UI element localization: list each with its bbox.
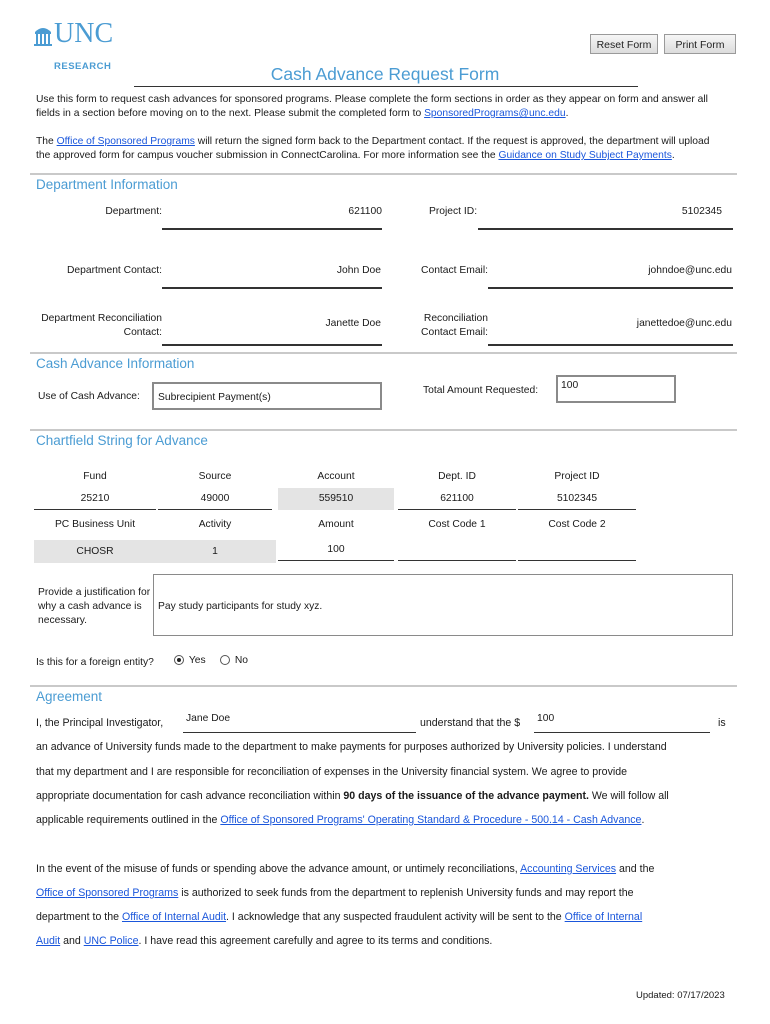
justification-label: Provide a justification for why a cash advance is necessary. xyxy=(38,587,151,626)
fund-field[interactable]: 25210 xyxy=(80,493,110,504)
foreign-yes-option[interactable]: Yes xyxy=(174,655,206,666)
is-text: is xyxy=(718,717,726,729)
section-divider xyxy=(30,173,737,175)
misuse-line-2: Office of Sponsored Programs is authorized to seek funds from the department to replenish University funds and may report the xyxy=(36,887,634,899)
pi-prefix-text: I, the Principal Investigator, xyxy=(36,717,164,729)
dept-id-field[interactable]: 621100 xyxy=(440,493,474,504)
project-id-header: Project ID xyxy=(554,471,600,482)
section-title-cash-advance: Cash Advance Information xyxy=(36,356,195,371)
agreement-line-4: appropriate documentation for cash advance reconciliation within 90 days of the issuance of the advance payment. We will follow all xyxy=(36,790,669,802)
unc-logo xyxy=(34,20,134,54)
accounting-services-link[interactable]: Accounting Services xyxy=(520,863,617,875)
misuse-line-1: In the event of the misuse of funds or spending above the advance amount, or untimely reconciliations, Accounting Services and the xyxy=(36,863,655,875)
project-id-field[interactable]: 5102345 xyxy=(681,206,722,217)
pi-name-field[interactable]: Jane Doe xyxy=(186,713,231,724)
intro-paragraph-2: The Office of Sponsored Programs will return the signed form back to the Department contact. If the request is approved, the department will upload the approved form for campus voucher submission in ConnectCarolina. For more information see the Guidance on Study Subject Payments. xyxy=(36,136,710,161)
agreement-line-5: applicable requirements outlined in the Office of Sponsored Programs' Operating Standard & Procedure - 500.14 - Cash Advance. xyxy=(36,814,645,826)
advance-amount-field[interactable]: 100 xyxy=(537,713,555,724)
pc-business-unit-field[interactable]: CHOSR xyxy=(76,546,114,557)
updated-date: Updated: 07/17/2023 xyxy=(636,990,725,1001)
guidance-link[interactable]: Guidance on Study Subject Payments xyxy=(498,150,672,161)
pc-business-unit-header: PC Business Unit xyxy=(54,519,136,530)
justification-textarea[interactable]: Pay study participants for study xyz. xyxy=(153,574,733,636)
internal-audit-link[interactable]: Office of Internal Audit xyxy=(121,911,227,923)
source-field[interactable]: 49000 xyxy=(200,493,230,504)
department-label: Department: xyxy=(105,206,162,217)
osp-link[interactable]: Office of Sponsored Programs xyxy=(56,136,195,147)
project-id-cf-field[interactable]: 5102345 xyxy=(556,493,598,504)
section-title-agreement: Agreement xyxy=(36,689,103,704)
print-form-button[interactable]: Print Form xyxy=(664,34,736,54)
amount-field[interactable]: 100 xyxy=(327,544,345,555)
radio-yes[interactable] xyxy=(174,655,184,665)
project-id-label: Project ID: xyxy=(429,206,478,217)
section-divider xyxy=(30,429,737,431)
radio-no[interactable] xyxy=(220,655,230,665)
reset-form-button[interactable]: Reset Form xyxy=(590,34,658,54)
osp-procedure-link[interactable]: Office of Sponsored Programs' Operating Standard & Procedure - 500.14 - Cash Advance xyxy=(220,814,642,826)
contact-email-label: Contact Email: xyxy=(421,265,488,276)
misuse-line-3: department to the Office of Internal Audit. I acknowledge that any suspected fraudulent activity will be sent to the Office of Internal xyxy=(36,911,643,923)
section-divider xyxy=(30,685,737,687)
logo-subtitle: RESEARCH xyxy=(54,61,112,72)
fund-header: Fund xyxy=(83,471,107,482)
use-of-cash-advance-select[interactable]: Subrecipient Payment(s) xyxy=(152,382,382,410)
activity-field[interactable]: 1 xyxy=(212,546,218,557)
agreement-line-2: an advance of University funds made to the department to make payments for purposes authorized by University policies. I understand xyxy=(36,741,667,753)
page-title: Cash Advance Request Form xyxy=(270,64,500,84)
agreement-line-3: that my department and I are responsible for reconciliation of expenses in the University financial system. We agree to provide xyxy=(36,766,627,778)
source-header: Source xyxy=(198,471,232,482)
total-amount-field[interactable]: 100 xyxy=(556,375,676,403)
title-underline xyxy=(134,86,638,87)
understand-text: understand that the $ xyxy=(420,717,521,729)
contact-email-field[interactable]: johndoe@unc.edu xyxy=(648,265,732,276)
foreign-entity-label: Is this for a foreign entity? xyxy=(36,657,154,668)
amount-header: Amount xyxy=(318,519,354,530)
audit-link[interactable]: Audit xyxy=(36,935,61,947)
section-title-department: Department Information xyxy=(36,177,178,192)
activity-header: Activity xyxy=(198,519,232,530)
use-of-cash-advance-label: Use of Cash Advance: xyxy=(38,391,140,402)
department-contact-label: Department Contact: xyxy=(66,265,162,276)
department-contact-field[interactable]: John Doe xyxy=(336,265,381,276)
dept-id-header: Dept. ID xyxy=(438,471,476,482)
foreign-no-option[interactable]: No xyxy=(220,655,248,666)
unc-police-link[interactable]: UNC Police xyxy=(83,935,139,947)
reconciliation-contact-field[interactable]: Janette Doe xyxy=(325,318,381,329)
account-header: Account xyxy=(317,471,355,482)
section-title-chartfield: Chartfield String for Advance xyxy=(36,433,208,448)
cost-code-1-header: Cost Code 1 xyxy=(428,519,486,530)
sponsored-programs-email-link[interactable]: SponsoredPrograms@unc.edu xyxy=(424,108,566,119)
account-field[interactable]: 559510 xyxy=(318,493,354,504)
misuse-line-4: Audit and UNC Police. I have read this agreement carefully and agree to its terms and conditions. xyxy=(36,935,493,947)
old-well-icon xyxy=(34,24,52,46)
cost-code-2-header: Cost Code 2 xyxy=(548,519,606,530)
reconciliation-email-field[interactable]: janettedoe@unc.edu xyxy=(636,318,732,329)
intro-paragraph-1: Use this form to request cash advances for sponsored programs. Please complete the form sections in order as they appear on form and answer all fields in a section before moving on to the next. Please submit the completed form to SponsoredPrograms@unc.edu. xyxy=(36,94,708,119)
reconciliation-contact-label: Department Reconciliation Contact: xyxy=(41,313,162,338)
total-amount-label: Total Amount Requested: xyxy=(423,385,539,396)
internal-audit-link-2[interactable]: Office of Internal xyxy=(564,911,643,923)
reconciliation-email-label: Reconciliation Contact Email: xyxy=(421,313,488,338)
logo-text: UNC xyxy=(54,18,114,49)
section-divider xyxy=(30,352,737,354)
department-field[interactable]: 621100 xyxy=(348,206,382,217)
osp-link-2[interactable]: Office of Sponsored Programs xyxy=(36,887,179,899)
